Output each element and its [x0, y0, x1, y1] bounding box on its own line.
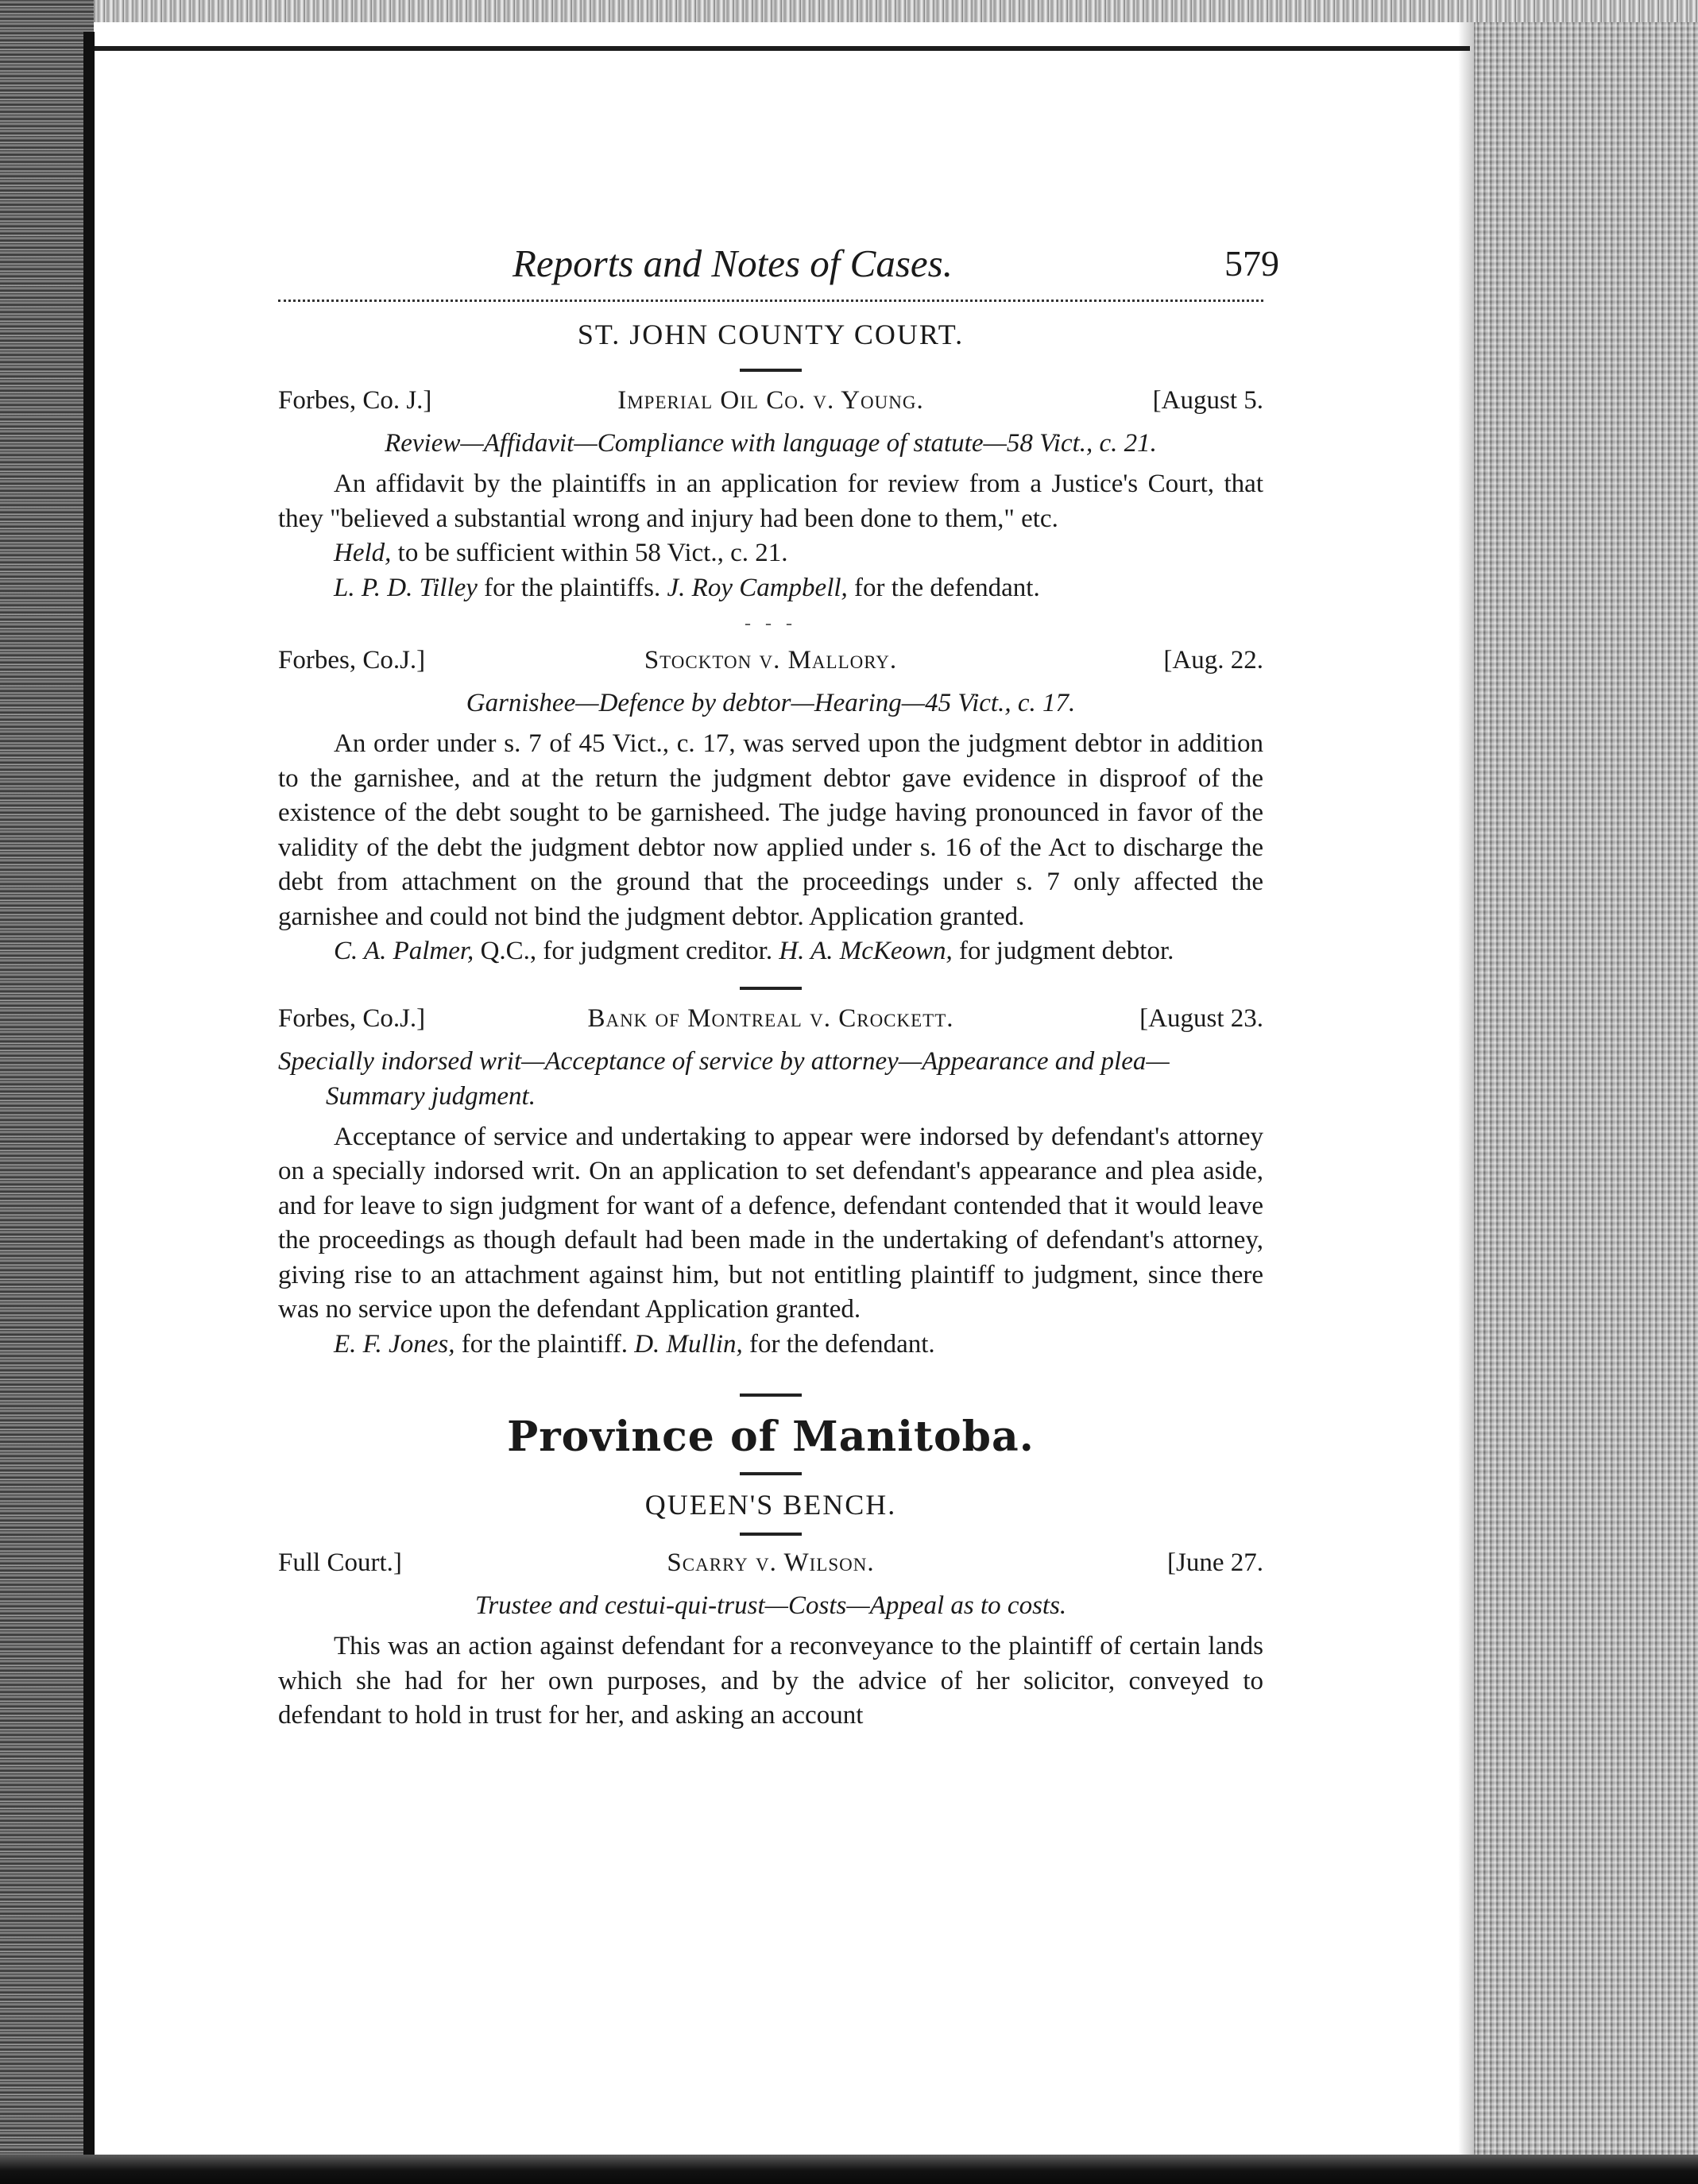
case-title: Scarry v. Wilson.: [667, 1548, 875, 1577]
counsel-name: L. P. D. Tilley: [334, 573, 478, 602]
case-judge: Forbes, Co. J.]: [278, 386, 432, 415]
section-rule: [740, 1533, 802, 1536]
page-edge-bottom: [0, 2155, 1698, 2184]
counsel-role: for the plaintiff.: [454, 1329, 635, 1359]
page-content: [278, 234, 1279, 1734]
header-rule: [278, 300, 1263, 302]
case-title: Imperial Oil Co. v. Young.: [617, 386, 924, 415]
case-header: [278, 646, 1263, 686]
case-title: Stockton v. Mallory.: [644, 646, 898, 675]
section-rule: [740, 1472, 802, 1475]
counsel-name: H. A. McKeown,: [779, 937, 953, 965]
section-rule: [740, 1394, 802, 1397]
page-edge-top: [0, 0, 1698, 22]
case-counsel: [278, 571, 1263, 606]
case-catchwords: Trustee and cestui-qui-trust—Costs—Appeal as to costs.: [474, 1591, 1067, 1620]
case-date: [August 23.: [1139, 1003, 1263, 1033]
section-rule: [740, 369, 802, 372]
case-date: [Aug. 22.: [1163, 646, 1263, 675]
counsel-name: E. F. Jones,: [334, 1329, 455, 1359]
book-binding: [83, 32, 95, 2177]
counsel-name: D. Mullin,: [634, 1329, 743, 1359]
case-paragraph: This was an action against defendant for a reconveyance to the plaintiff of certain lands which she had for her own purposes, and by the advice of her solicitor, conveyed to defendant to hold in trust for her, and asking an account: [278, 1632, 1263, 1730]
counsel-role: for the plaintiffs.: [477, 573, 667, 602]
case-judge: Full Court.]: [278, 1548, 402, 1577]
section-rule: [740, 987, 802, 990]
case-counsel: [278, 934, 1263, 969]
running-head: [278, 234, 1279, 298]
counsel-role: for judgment debtor.: [952, 937, 1174, 965]
case-date: [August 5.: [1152, 386, 1263, 415]
case-paragraph: An affidavit by the plaintiffs in an application for review from a Justice's Court, that they "believed a substantial wrong and injury had been done to them," etc.: [278, 470, 1263, 533]
case-catchwords: Specially indorsed writ—Acceptance of service by attorney—Appearance and plea—Summary judgment.: [278, 1046, 1170, 1111]
page-border-top: [87, 46, 1470, 51]
case-counsel: [278, 1328, 1263, 1363]
case-catchwords: Garnishee—Defence by debtor—Hearing—45 Vict., c. 17.: [466, 689, 1076, 717]
case-judge: Forbes, Co.J.]: [278, 646, 426, 675]
case-paragraph: An order under s. 7 of 45 Vict., c. 17, was served upon the judgment debtor in addition to the garnishee, and at the return the judgment debtor gave evidence in disproof of the existence of the debt sought to be garnisheed. The judge having pronounced in favor of the validity of the debt the judgment debtor now applied under s. 16 of the Act to discharge the debt from attachment on the ground that the proceedings under s. 7 only affected the garnishee and could not bind the judgment debtor. Application granted.: [278, 729, 1263, 931]
counsel-name: J. Roy Campbell,: [667, 573, 848, 602]
province-heading: Province of Manitoba.: [507, 1413, 1035, 1461]
case-date: [June 27.: [1167, 1548, 1263, 1577]
page-edge-left: [0, 0, 94, 2184]
case-catchwords: Review—Affidavit—Compliance with language of statute—58 Vict., c. 21.: [385, 429, 1157, 458]
case-header: [278, 1548, 1263, 1588]
counsel-role: Q.C., for judgment creditor.: [474, 937, 779, 965]
page-edge-right: [1474, 0, 1698, 2184]
case-paragraph: Acceptance of service and undertaking to appear were indorsed by defendant's attorney on a specially indorsed writ. On an application to set defendant's appearance and plea aside, and for leave to sign judgment for want of a defence, defendant contended that it would leave the proceedings as though default had been made in the undertaking of defendant's attorney, giving rise to an attachment against him, but not entitling plaintiff to judgment, since there was no service upon the defendant Application granted.: [278, 1122, 1263, 1324]
case-holding: [278, 536, 1263, 571]
held-label: Held,: [334, 539, 392, 567]
case-title: Bank of Montreal v. Crockett.: [587, 1003, 954, 1033]
page-number: 579: [1224, 243, 1279, 284]
counsel-role: for the defendant.: [847, 573, 1040, 602]
case-header: [278, 1004, 1263, 1044]
running-head-title: Reports and Notes of Cases.: [512, 242, 953, 285]
court-heading-queens-bench: QUEEN'S BENCH.: [644, 1489, 897, 1521]
case-separator: - - -: [745, 613, 797, 634]
case-judge: Forbes, Co.J.]: [278, 1003, 426, 1033]
court-heading-st-john: ST. JOHN COUNTY COURT.: [577, 319, 965, 350]
held-text: to be sufficient within 58 Vict., c. 21.: [391, 539, 788, 567]
page-shadow: [1458, 0, 1476, 2184]
counsel-role: for the defendant.: [742, 1329, 935, 1359]
case-header: [278, 386, 1263, 426]
counsel-name: C. A. Palmer,: [334, 937, 474, 965]
